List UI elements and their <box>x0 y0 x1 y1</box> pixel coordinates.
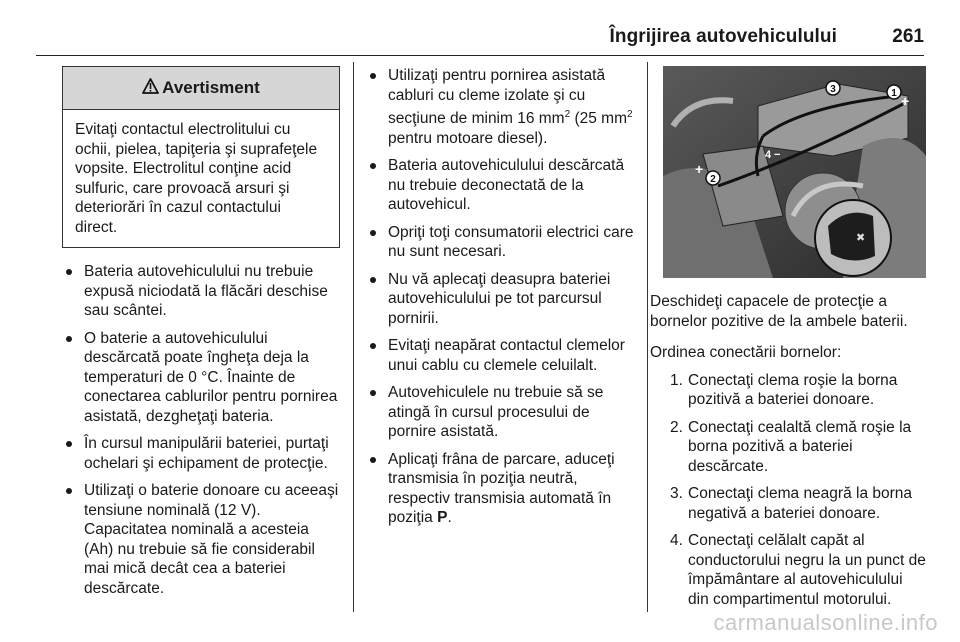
list-item: Nu vă aplecaţi deasupra bateriei autovehiculului pe tot parcursul pornirii. <box>366 270 636 329</box>
list-item: 1. Conectaţi clema roşie la borna pozitivă a bateriei donoare. <box>670 371 898 408</box>
plus-terminal-label-1: + <box>901 93 910 109</box>
column-2 <box>366 66 636 536</box>
list-item: Aplicaţi frâna de parcare, aduceţi transmisia în poziţia neutră, respectiv transmisia automată în poziţia P. <box>366 450 636 528</box>
svg-text:3: 3 <box>830 84 836 95</box>
steps-list <box>650 371 926 610</box>
column-3 <box>650 66 926 617</box>
page-number: 261 <box>892 26 924 47</box>
warning-header <box>63 67 339 110</box>
list-item: Opriţi toţi consumatorii electrici care nu sunt necesari. <box>366 223 636 262</box>
list-item: Bateria autovehiculului descărcată nu trebuie deconectată de la autovehicul. <box>366 156 636 215</box>
list-item: O baterie a autovehiculului descărcată poate îngheţa deja la temperaturi de 0 °C. Înainte de conectarea cablurilor pentru pornirea asistată, dezgheţaţi bateria. <box>62 329 340 427</box>
warning-box <box>62 66 340 248</box>
list-item: Utilizaţi o baterie donoare cu aceeaşi tensiune nominală (12 V). Capacitatea nominală a acesteia (Ah) nu trebuie să fie considerabil mai mică decât cea a bateriei descărcate. <box>62 481 340 598</box>
column-divider-2 <box>647 62 648 612</box>
callout-3 <box>826 81 840 95</box>
list-item: Evitaţi neapărat contactul clemelor unui cablu cu clemele celuilalt. <box>366 336 636 375</box>
order-label: Ordinea conectării bornelor: <box>650 344 842 361</box>
list-item: În cursul manipulării bateriei, purtaţi ochelari şi echipament de protecţie. <box>62 434 340 473</box>
callout-1 <box>887 85 901 99</box>
battery-jump-start-figure <box>663 66 926 278</box>
list-item: Autovehiculele nu trebuie să se atingă în cursul procesului de pornire asistată. <box>366 383 636 442</box>
intro-text: Deschideţi capacele de protecţie a bornelor pozitive de la ambele baterii. <box>650 293 908 330</box>
svg-text:4: 4 <box>765 149 772 161</box>
warning-triangle-icon <box>142 78 159 99</box>
svg-text:−: − <box>774 149 781 161</box>
list-item: 4. Conectaţi celălalt capăt al conductorului negru la un punct de împământare al autovehiculului din compartimentul motorului. <box>670 532 926 608</box>
page-title: Îngrijirea autovehiculului <box>609 26 837 47</box>
column-1 <box>62 66 340 606</box>
header-divider <box>36 55 924 56</box>
svg-text:1: 1 <box>891 88 897 99</box>
warning-title: Avertisment <box>162 78 260 98</box>
bullet-list-1 <box>62 262 340 598</box>
list-item: 2. Conectaţi cealaltă clemă roşie la borna pozitivă a bateriei descărcate. <box>670 418 912 475</box>
list-item: Utilizaţi pentru pornirea asistată cabluri cu cleme izolate şi cu secţiune de minim 16 $mm^2$ (25 $mm^2$ pentru motoare diesel). <box>366 66 636 148</box>
bullet-list-2 <box>366 66 636 528</box>
callout-2 <box>706 171 720 185</box>
watermark: carmanualsonline.info <box>713 610 938 635</box>
svg-text:✖: ✖ <box>856 232 866 244</box>
list-item: Bateria autovehiculului nu trebuie expusă niciodată la flăcări deschise sau scântei. <box>62 262 340 321</box>
list-item: 3. Conectaţi clema neagră la borna negativă a bateriei donoare. <box>670 485 913 522</box>
svg-text:2: 2 <box>710 174 716 185</box>
warning-text: Evitaţi contactul electrolitului cu ochii, pielea, tapiţeria şi suprafeţele vopsite. Electrolitul conţine acid sulfuric, care provoacă arsuri şi deteriorări în cazul contactului direct. <box>75 121 318 236</box>
column-divider-1 <box>353 62 354 612</box>
plus-terminal-label-2: + <box>695 161 704 177</box>
